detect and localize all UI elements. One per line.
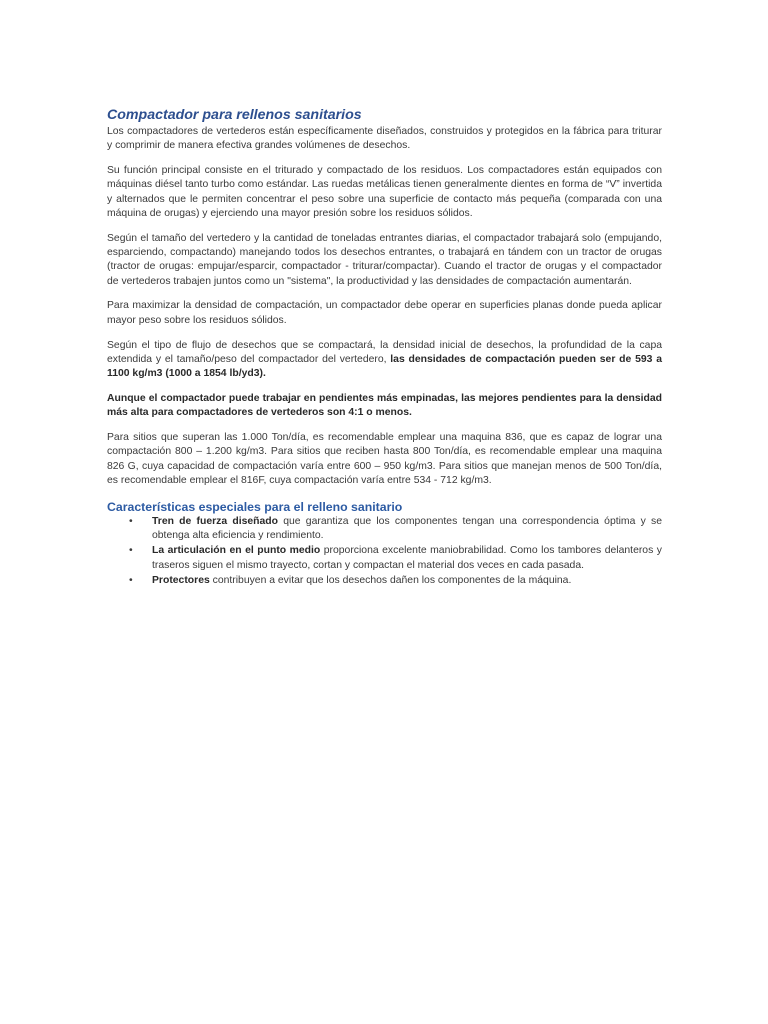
feature-bold: La articulación en el punto medio	[152, 545, 321, 557]
section-subtitle: Características especiales para el relleno sanitario	[107, 499, 403, 514]
feature-text: proporciona excelente maniobrabilidad. Como los tambores delanteros y traseros siguen el mismo trayecto, cortan y compactan el material dos veces en cada pasada.	[152, 545, 662, 571]
paragraph-function: Su función principal consiste en el triturado y compactado de los residuos. Los compactadores están equipados con máquinas diésel tanto turbo como estándar. Las ruedas metálicas tienen generalmente dientes en forma de “V” invertida y alternados que le permiten concentrar el peso sobre una superficie de contacto más pequeña (comparada con una máquina de orugas) y ejerciendo una mayor presión sobre los residuos sólidos.	[107, 165, 662, 219]
paragraph-intro: Los compactadores de vertederos están específicamente diseñados, construidos y protegidos en la fábrica para triturar y comprimir de manera efectiva grandes volúmenes de desechos.	[107, 126, 662, 152]
paragraph-slopes: Aunque el compactador puede trabajar en pendientes más empinadas, las mejores pendientes para la densidad más alta para compactadores de vertederos son 4:1 o menos.	[107, 392, 662, 419]
list-item	[129, 515, 662, 544]
paragraph-maximize-density: Para maximizar la densidad de compactación, un compactador debe operar en superficies planas donde pueda aplicar mayor peso sobre los residuos sólidos.	[107, 300, 662, 326]
feature-bold: Protectores	[152, 574, 210, 586]
paragraph-waste-flow-text: Según el tipo de flujo de desechos que se compactará, la densidad inicial de desechos, la profundidad de la capa extendida y el tamaño/peso del compactador del vertedero,	[107, 339, 662, 365]
bullet-icon: •	[129, 574, 133, 586]
document-title: Compactador para rellenos sanitarios	[107, 107, 362, 123]
paragraph-landfill-size: Según el tamaño del vertedero y la cantidad de toneladas entrantes diarias, el compactador trabajará solo (empujando, esparciendo, compactando) manejando todos los desechos entrantes, o trabajará en tándem con un tractor de orugas (tractor de orugas: empujar/esparcir, compactador - triturar/compactar). Cuando el tractor de orugas y el compactador de vertederos trabajen juntos como un "sistema", la productividad y las densidades de compactación aumentarán.	[107, 232, 662, 287]
features-list	[129, 515, 662, 588]
bullet-icon: •	[129, 545, 133, 557]
paragraph-waste-flow-bold: las densidades de compactación pueden ser de 593 a 1100 kg/m3 (1000 a 1854 lb/yd3).	[107, 353, 662, 380]
paragraph-site-recommendations: Para sitios que superan las 1.000 Ton/día, es recomendable emplear una maquina 836, que es capaz de lograr una compactación 800 – 1.200 kg/m3. Para sitios que reciben hasta 800 Ton/día, es recomendable emplear una maquina 826 G, cuya capacidad de compactación varía entre 600 – 950 kg/m3. Para sitios que manejan menos de 500 Ton/día, es recomendable emplear el 816F, cuya compactación varía entre 534 - 712 kg/m3.	[107, 432, 662, 486]
list-item	[129, 574, 662, 588]
feature-text: que garantiza que los componentes tengan una correspondencia óptima y se obtenga alta eficiencia y rendimiento.	[152, 515, 662, 542]
list-item	[129, 544, 662, 573]
feature-text: contribuyen a evitar que los desechos dañen los componentes de la máquina.	[209, 574, 572, 586]
bullet-icon: •	[129, 515, 133, 527]
feature-bold: Tren de fuerza diseñado	[152, 515, 278, 527]
paragraph-waste-flow	[107, 339, 662, 382]
